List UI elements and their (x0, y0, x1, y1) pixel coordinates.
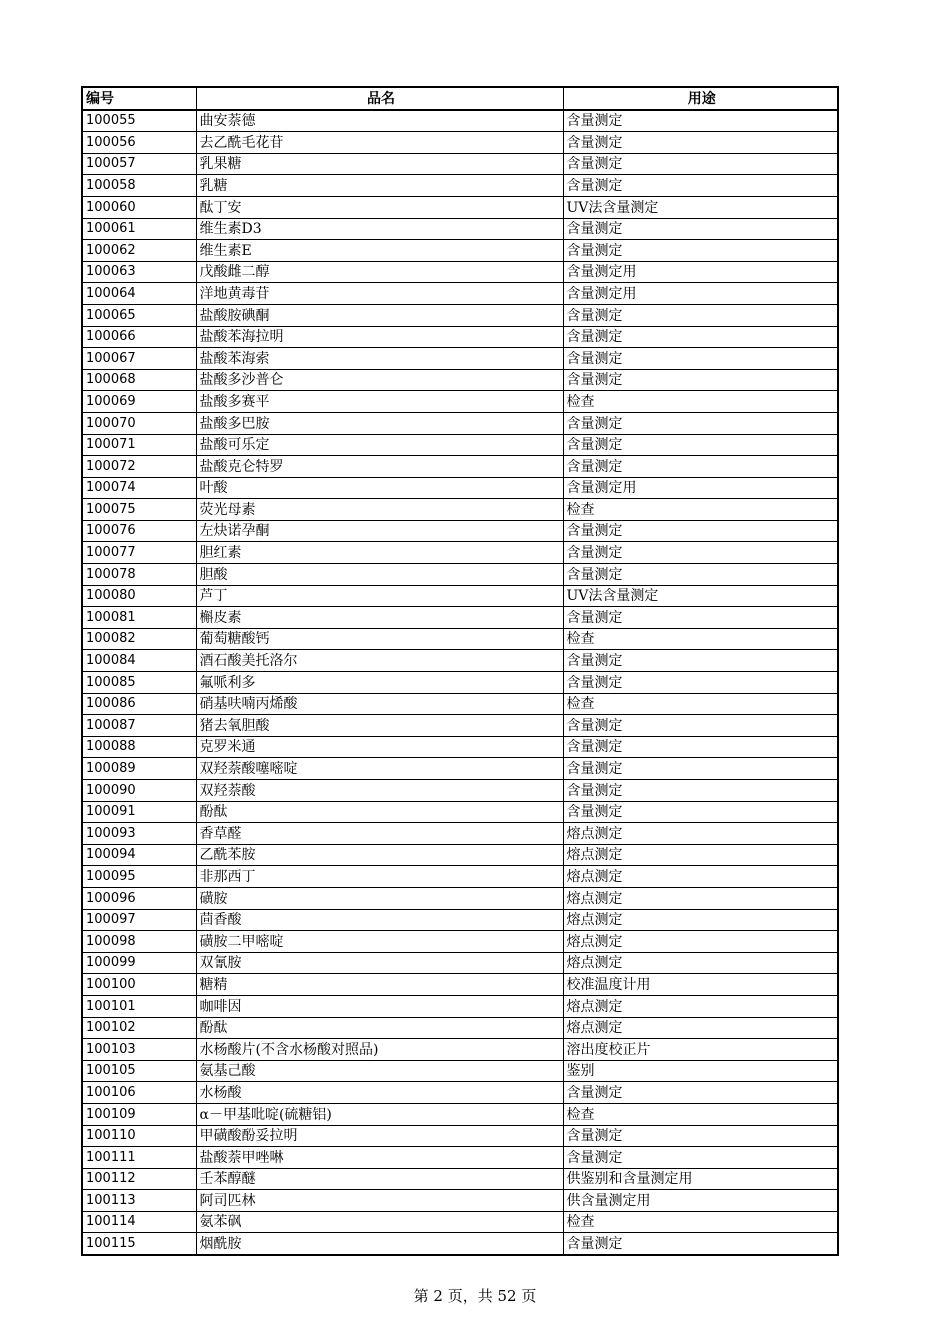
cell-id: 100078 (82, 564, 196, 586)
cell-use: 含量测定 (563, 564, 838, 586)
cell-name: 双羟萘酸 (196, 780, 563, 802)
cell-name: 氟哌利多 (196, 672, 563, 694)
cell-name: 盐酸克仑特罗 (196, 456, 563, 478)
cell-name: 盐酸萘甲唑啉 (196, 1147, 563, 1169)
cell-id: 100063 (82, 261, 196, 283)
cell-id: 100055 (82, 110, 196, 132)
cell-use: 熔点测定 (563, 866, 838, 888)
cell-id: 100080 (82, 585, 196, 607)
cell-id: 100057 (82, 153, 196, 175)
cell-name: 阿司匹林 (196, 1190, 563, 1212)
cell-use: UV法含量测定 (563, 585, 838, 607)
cell-name: 磺胺 (196, 887, 563, 909)
table-row (82, 283, 838, 305)
cell-name: 去乙酰毛花苷 (196, 132, 563, 154)
table-row (82, 304, 838, 326)
cell-name: 氨基己酸 (196, 1060, 563, 1082)
cell-name: 双羟萘酸噻嘧啶 (196, 758, 563, 780)
cell-use: 熔点测定 (563, 823, 838, 845)
cell-use: 熔点测定 (563, 844, 838, 866)
cell-name: 胆酸 (196, 564, 563, 586)
table-row (82, 1211, 838, 1233)
cell-use: 熔点测定 (563, 952, 838, 974)
cell-name: 酞丁安 (196, 196, 563, 218)
cell-id: 100074 (82, 477, 196, 499)
table-row (82, 1082, 838, 1104)
cell-use: 含量测定用 (563, 261, 838, 283)
table-row (82, 607, 838, 629)
cell-name: 盐酸苯海索 (196, 348, 563, 370)
cell-name: 糖精 (196, 974, 563, 996)
cell-id: 100115 (82, 1233, 196, 1255)
cell-id: 100060 (82, 196, 196, 218)
cell-use: 含量测定 (563, 758, 838, 780)
cell-name: 酚酞 (196, 801, 563, 823)
cell-name: 洋地黄毒苷 (196, 283, 563, 305)
cell-id: 100100 (82, 974, 196, 996)
cell-use: 含量测定 (563, 348, 838, 370)
table-row (82, 542, 838, 564)
cell-name: 叶酸 (196, 477, 563, 499)
cell-use: 检查 (563, 1103, 838, 1125)
cell-id: 100085 (82, 672, 196, 694)
cell-name: 胆红素 (196, 542, 563, 564)
table-row (82, 1190, 838, 1212)
cell-id: 100084 (82, 650, 196, 672)
table-row (82, 650, 838, 672)
cell-use: 检查 (563, 391, 838, 413)
cell-name: 克罗米通 (196, 736, 563, 758)
cell-use: 熔点测定 (563, 995, 838, 1017)
cell-use: 含量测定 (563, 304, 838, 326)
cell-use: 含量测定 (563, 1125, 838, 1147)
table-row (82, 132, 838, 154)
table-row (82, 326, 838, 348)
cell-use: 供含量测定用 (563, 1190, 838, 1212)
cell-name: 咖啡因 (196, 995, 563, 1017)
cell-id: 100093 (82, 823, 196, 845)
cell-use: 含量测定 (563, 542, 838, 564)
cell-id: 100070 (82, 412, 196, 434)
table-row (82, 477, 838, 499)
cell-id: 100071 (82, 434, 196, 456)
cell-id: 100106 (82, 1082, 196, 1104)
cell-id: 100075 (82, 499, 196, 521)
table-row (82, 434, 838, 456)
table-row (82, 110, 838, 132)
cell-id: 100088 (82, 736, 196, 758)
table-row (82, 693, 838, 715)
cell-id: 100110 (82, 1125, 196, 1147)
cell-name: 酚酞 (196, 1017, 563, 1039)
cell-use: 含量测定 (563, 456, 838, 478)
cell-name: 芦丁 (196, 585, 563, 607)
cell-use: 含量测定 (563, 153, 838, 175)
cell-name: 乳果糖 (196, 153, 563, 175)
cell-use: 含量测定 (563, 801, 838, 823)
table-row (82, 1168, 838, 1190)
cell-id: 100069 (82, 391, 196, 413)
cell-use: 含量测定 (563, 650, 838, 672)
cell-name: 盐酸苯海拉明 (196, 326, 563, 348)
cell-use: 含量测定 (563, 1147, 838, 1169)
table-row (82, 974, 838, 996)
cell-use: 含量测定 (563, 132, 838, 154)
cell-name: 非那西丁 (196, 866, 563, 888)
cell-use: 检查 (563, 1211, 838, 1233)
cell-id: 100102 (82, 1017, 196, 1039)
table-row (82, 931, 838, 953)
cell-name: 曲安萘德 (196, 110, 563, 132)
cell-use: 校准温度计用 (563, 974, 838, 996)
table-row (82, 715, 838, 737)
cell-name: 盐酸可乐定 (196, 434, 563, 456)
cell-name: 槲皮素 (196, 607, 563, 629)
cell-id: 100089 (82, 758, 196, 780)
cell-name: 葡萄糖酸钙 (196, 628, 563, 650)
cell-id: 100066 (82, 326, 196, 348)
cell-use: 含量测定 (563, 240, 838, 262)
cell-id: 100091 (82, 801, 196, 823)
cell-id: 100056 (82, 132, 196, 154)
cell-name: 乙酰苯胺 (196, 844, 563, 866)
table-row (82, 1103, 838, 1125)
table-row (82, 520, 838, 542)
table-row (82, 261, 838, 283)
cell-id: 100081 (82, 607, 196, 629)
table-row (82, 628, 838, 650)
column-header-id: 编号 (82, 87, 196, 110)
table-row (82, 1017, 838, 1039)
table-row (82, 801, 838, 823)
table-row (82, 456, 838, 478)
cell-name: 酒石酸美托洛尔 (196, 650, 563, 672)
table-row (82, 995, 838, 1017)
cell-id: 100061 (82, 218, 196, 240)
table-row (82, 196, 838, 218)
cell-id: 100098 (82, 931, 196, 953)
cell-id: 100099 (82, 952, 196, 974)
cell-id: 100058 (82, 175, 196, 197)
table-row (82, 1039, 838, 1061)
cell-use: 含量测定 (563, 1233, 838, 1255)
cell-use: 检查 (563, 628, 838, 650)
cell-name: 猪去氧胆酸 (196, 715, 563, 737)
table-row (82, 585, 838, 607)
cell-use: 含量测定 (563, 218, 838, 240)
cell-id: 100077 (82, 542, 196, 564)
cell-id: 100090 (82, 780, 196, 802)
cell-name: 左炔诺孕酮 (196, 520, 563, 542)
table-row (82, 175, 838, 197)
cell-id: 100101 (82, 995, 196, 1017)
cell-use: 含量测定 (563, 326, 838, 348)
cell-use: 含量测定 (563, 780, 838, 802)
cell-use: 含量测定 (563, 520, 838, 542)
cell-use: 熔点测定 (563, 887, 838, 909)
cell-id: 100094 (82, 844, 196, 866)
cell-name: α－甲基吡啶(硫糖铝) (196, 1103, 563, 1125)
cell-id: 100076 (82, 520, 196, 542)
cell-id: 100065 (82, 304, 196, 326)
cell-name: 盐酸多巴胺 (196, 412, 563, 434)
cell-id: 100105 (82, 1060, 196, 1082)
cell-id: 100067 (82, 348, 196, 370)
cell-use: 含量测定 (563, 607, 838, 629)
table-body (82, 110, 838, 1255)
cell-use: 含量测定 (563, 672, 838, 694)
table-row (82, 887, 838, 909)
cell-id: 100095 (82, 866, 196, 888)
table-row (82, 1147, 838, 1169)
cell-id: 100111 (82, 1147, 196, 1169)
cell-id: 100064 (82, 283, 196, 305)
cell-id: 100109 (82, 1103, 196, 1125)
table-row (82, 866, 838, 888)
table-row (82, 218, 838, 240)
table-row (82, 1125, 838, 1147)
table-row (82, 672, 838, 694)
cell-use: 含量测定用 (563, 477, 838, 499)
table-row (82, 1060, 838, 1082)
cell-id: 100103 (82, 1039, 196, 1061)
cell-name: 乳糖 (196, 175, 563, 197)
cell-id: 100112 (82, 1168, 196, 1190)
cell-use: 含量测定 (563, 412, 838, 434)
table-row (82, 952, 838, 974)
cell-name: 氨苯砜 (196, 1211, 563, 1233)
cell-use: 含量测定用 (563, 283, 838, 305)
cell-id: 100062 (82, 240, 196, 262)
cell-name: 壬苯醇醚 (196, 1168, 563, 1190)
cell-name: 水杨酸 (196, 1082, 563, 1104)
table-row (82, 499, 838, 521)
cell-id: 100068 (82, 369, 196, 391)
cell-use: 含量测定 (563, 110, 838, 132)
cell-use: 含量测定 (563, 434, 838, 456)
cell-use: 含量测定 (563, 715, 838, 737)
table-row (82, 153, 838, 175)
cell-name: 盐酸多沙普仑 (196, 369, 563, 391)
table-row (82, 369, 838, 391)
cell-use: 含量测定 (563, 736, 838, 758)
cell-use: 检查 (563, 499, 838, 521)
table-row (82, 348, 838, 370)
cell-name: 水杨酸片(不含水杨酸对照品) (196, 1039, 563, 1061)
cell-use: 溶出度校正片 (563, 1039, 838, 1061)
cell-id: 100114 (82, 1211, 196, 1233)
table-row (82, 391, 838, 413)
cell-name: 双氰胺 (196, 952, 563, 974)
cell-use: 检查 (563, 693, 838, 715)
reference-standards-table (81, 86, 839, 1256)
cell-id: 100072 (82, 456, 196, 478)
cell-use: 含量测定 (563, 369, 838, 391)
cell-name: 香草醛 (196, 823, 563, 845)
cell-use: 供鉴别和含量测定用 (563, 1168, 838, 1190)
cell-id: 100086 (82, 693, 196, 715)
table-header-row (82, 87, 838, 110)
cell-use: 含量测定 (563, 175, 838, 197)
table-row (82, 909, 838, 931)
cell-id: 100097 (82, 909, 196, 931)
cell-id: 100087 (82, 715, 196, 737)
cell-name: 盐酸胺碘酮 (196, 304, 563, 326)
cell-name: 硝基呋喃丙烯酸 (196, 693, 563, 715)
table-row (82, 758, 838, 780)
table-row (82, 736, 838, 758)
table-row (82, 564, 838, 586)
cell-use: 鉴别 (563, 1060, 838, 1082)
column-header-name: 品名 (196, 87, 563, 110)
cell-use: 熔点测定 (563, 1017, 838, 1039)
cell-name: 戊酸雌二醇 (196, 261, 563, 283)
reference-standards-table-container (81, 86, 837, 1256)
table-row (82, 823, 838, 845)
cell-name: 盐酸多赛平 (196, 391, 563, 413)
table-row (82, 844, 838, 866)
cell-use: UV法含量测定 (563, 196, 838, 218)
cell-name: 磺胺二甲嘧啶 (196, 931, 563, 953)
cell-id: 100096 (82, 887, 196, 909)
table-row (82, 412, 838, 434)
page-footer: 第 2 页，共 52 页 (413, 1287, 537, 1305)
cell-use: 熔点测定 (563, 909, 838, 931)
cell-use: 熔点测定 (563, 931, 838, 953)
column-header-use: 用途 (563, 87, 838, 110)
cell-id: 100082 (82, 628, 196, 650)
table-row (82, 240, 838, 262)
cell-use: 含量测定 (563, 1082, 838, 1104)
cell-name: 维生素E (196, 240, 563, 262)
table-row (82, 780, 838, 802)
cell-name: 茴香酸 (196, 909, 563, 931)
cell-name: 荧光母素 (196, 499, 563, 521)
cell-id: 100113 (82, 1190, 196, 1212)
cell-name: 烟酰胺 (196, 1233, 563, 1255)
cell-name: 维生素D3 (196, 218, 563, 240)
table-row (82, 1233, 838, 1255)
cell-name: 甲磺酸酚妥拉明 (196, 1125, 563, 1147)
